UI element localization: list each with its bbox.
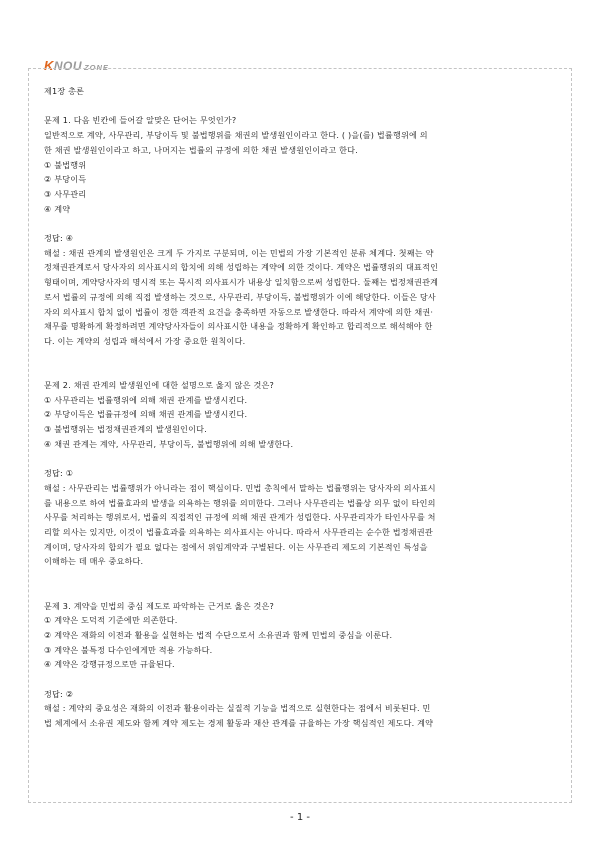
explanation-line: 채무를 명확하게 확정하려면 계약당사자들이 의사표시한 내용을 정확하게 확인하고 합리적으로 해석해야 한 xyxy=(44,321,433,332)
explanation-line: 사무를 처리하는 행위로서, 법률의 직접적인 규정에 의해 채권 관계가 성립한다. 사무관리자가 타인사무를 처 xyxy=(44,512,436,523)
question-text: 문제 1. 다음 빈칸에 들어갈 알맞은 단어는 무엇인가? xyxy=(44,115,237,126)
answer-key: 정답: ① xyxy=(44,468,74,479)
answer-option: ④ 계약은 강행규정으로만 규율된다. xyxy=(44,659,175,670)
explanation-line: 리할 의사는 있지만, 이것이 법률효과를 의욕하는 의사표시는 아니다. 따라서 사무관리는 순수한 법정채권관 xyxy=(44,527,433,538)
answer-key: 정답: ② xyxy=(44,688,74,699)
explanation-line: 다. 이는 계약의 성립과 해석에서 가장 중요한 원칙이다. xyxy=(44,335,246,346)
explanation-line: 자의 의사표시 합치 없이 법률이 정한 객관적 요건을 충족하면 자동으로 발생한다. 따라서 계약에 의한 채권· xyxy=(44,306,434,317)
chapter-title: 제1장 총론 xyxy=(44,86,85,96)
answer-option: ② 계약은 재화의 이전과 활용을 실현하는 법적 수단으로서 소유권과 함께 민법의 중심을 이룬다. xyxy=(44,629,393,640)
question-block xyxy=(44,599,564,731)
explanation-line: 해설 : 사무관리는 법률행위가 아니라는 점이 핵심이다. 민법 총칙에서 말하는 법률행위는 당사자의 의사표시 xyxy=(44,482,436,493)
page-number: - 1 - xyxy=(290,812,310,823)
explanation-line: 법 체계에서 소유권 제도와 함께 계약 제도는 경제 활동과 재산 관계를 규율하는 가장 핵심적인 제도다. 계약 xyxy=(44,718,434,729)
answer-key: 정답: ④ xyxy=(44,233,74,243)
answer-option: ④ 계약 xyxy=(44,203,71,214)
question-text: 문제 2. 채권 관계의 발생원인에 대한 설명으로 옳지 않은 것은? xyxy=(44,380,275,391)
question-block xyxy=(44,113,564,378)
answer-option: ② 부당이득은 법률규정에 의해 채권 관계를 발생시킨다. xyxy=(44,409,248,420)
question-stem-line: 일반적으로 계약, 사무관리, 부당이득 및 불법행위를 채권의 발생원인이라고 한다. ( )을(를) 법률행위에 의 xyxy=(44,130,428,141)
explanation-line: 로서 법률의 규정에 의해 직접 발생하는 것으로, 사무관리, 부당이득, 불법행위가 이에 해당한다. 이들은 당사 xyxy=(44,291,436,302)
explanation-line: 정채권관계로서 당사자의 의사표시의 합치에 의해 성립하는 계약에 의한 것이다. 계약은 법률행위의 대표적인 xyxy=(44,262,439,273)
explanation-line: 해설 : 계약의 중요성은 재화의 이전과 활용이라는 실질적 기능을 법적으로 실현한다는 점에서 비롯된다. 민 xyxy=(44,703,431,714)
explanation-line: 해설 : 채권 관계의 발생원인은 크게 두 가지로 구분되며, 이는 민법의 가장 기본적인 분류 체계다. 첫째는 약 xyxy=(44,247,434,258)
question-text: 문제 3. 계약을 민법의 중심 제도로 파악하는 근거로 옳은 것은? xyxy=(44,600,275,611)
explanation-line: 계이며, 당사자의 합의가 필요 없다는 점에서 위임계약과 구별된다. 이는 사무관리 제도의 기본적인 특성을 xyxy=(44,541,428,552)
answer-option: ③ 불법행위는 법정채권관계의 발생원인이다. xyxy=(44,424,207,435)
document-body xyxy=(44,84,564,731)
answer-option: ① 사무관리는 법률행위에 의해 채권 관계를 발생시킨다. xyxy=(44,394,248,405)
explanation-line: 이해하는 데 매우 중요하다. xyxy=(44,556,144,567)
explanation-line: 형태이며, 계약당사자의 명시적 또는 묵시적 의사표시가 내용상 일치함으로써 성립한다. 둘째는 법정채권관계 xyxy=(44,277,439,288)
answer-option: ② 부당이득 xyxy=(44,174,87,185)
answer-option: ④ 채권 관계는 계약, 사무관리, 부당이득, 불법행위에 의해 발생한다. xyxy=(44,438,294,449)
question-stem-line: 한 채권 발생원인이라고 하고, 나머지는 법률의 규정에 의한 채권 발생원인이라고 한다. xyxy=(44,144,358,155)
answer-option: ③ 사무관리 xyxy=(44,188,87,199)
question-block xyxy=(44,378,564,599)
answer-option: ③ 계약은 불특정 다수인에게만 적용 가능하다. xyxy=(44,644,213,655)
knouzone-logo: KNOU ZONE xyxy=(44,58,109,73)
explanation-line: 를 내용으로 하여 법률효과의 발생을 의욕하는 행위를 의미한다. 그러나 사무관리는 법률상 의무 없이 타인의 xyxy=(44,497,436,508)
answer-option: ① 불법행위 xyxy=(44,159,87,170)
answer-option: ① 계약은 도덕적 기준에만 의존한다. xyxy=(44,615,178,626)
question-list xyxy=(44,113,564,730)
